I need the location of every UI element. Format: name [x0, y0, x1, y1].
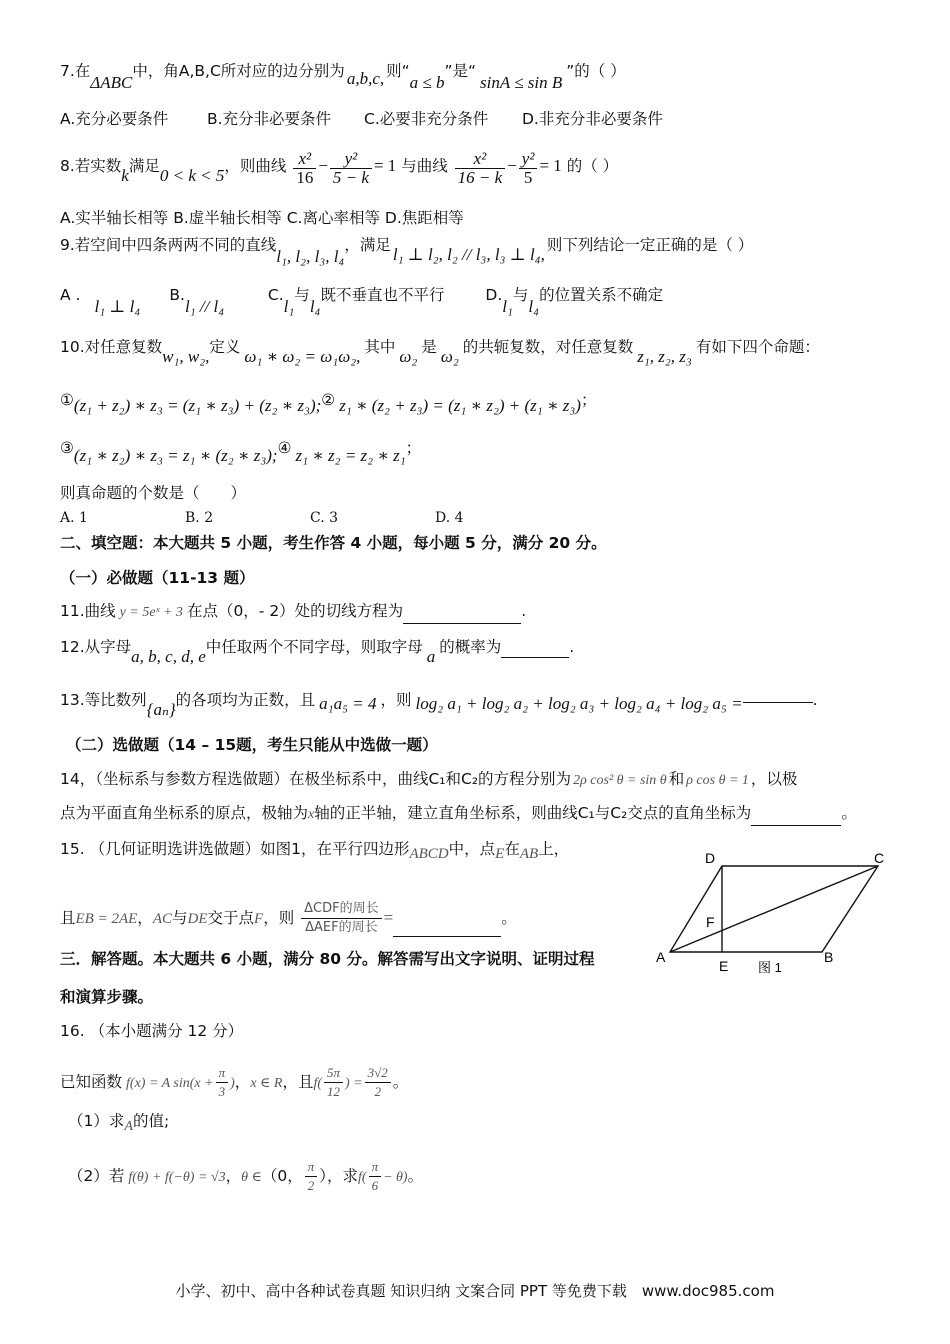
option-a: A.实半轴长相等 [60, 209, 169, 227]
option-b: B.充分非必要条件 [207, 110, 332, 128]
fraction: $\frac{\text{x²}}{16}$ [293, 150, 316, 187]
q15-line2: 且EB = 2AE，AC与DE交于点F，则 $\frac{\text{ΔCDF的周长}}{\text{ΔAEF的周长}}$ = 。 [60, 901, 517, 935]
label-c: C [874, 850, 885, 866]
diagonal-ac [670, 866, 878, 952]
q9-stem: 9.若空间中四条两两不同的直线l₁, l₂, l₃, l₄，满足 l₁ ⊥ l₂, l₂ // l₃, l₃ ⊥ l₄, 则下列结论一定正确的是（ ） [60, 236, 754, 266]
q16-part2: （2）若 f(θ) + f(−θ) = √3，θ ∈（0， $\frac{\pi}{2}$ ），求f( $\frac{\pi}{6}$ − θ)。 [68, 1159, 424, 1193]
q10-stem: 10.对任意复数w₁, w₂,定义 ω₁ ∗ ω₂ = ω₁ω₂, 其中 ω₂ 是 ω₂ 的共轭复数，对任意复数 z₁, z₂, z₃ 有如下四个命题： [60, 338, 820, 366]
q13: 13.等比数列{aₙ}的各项均为正数，且 a₁a₅ = 4 ，则 log₂ a₁ + log₂ a₂ + log₂ a₃ + log₂ a₄ + log₂ a₅ = . [60, 688, 818, 711]
option-c: C. 3 [310, 510, 339, 526]
q8-stem: 8.若实数k满足0 < k < 5，则曲线 $\frac{\text{x²}}{16}$ − $\frac{\text{y²}}{5 - k}$ = 1 与曲线 $\frac{\text{x²}}{16 - k}$ − $\frac{\text{y²}}{5}$ = 1 的（ ） [60, 149, 619, 187]
answer-blank [403, 601, 521, 624]
q9-options: A .l₁ ⊥ l₄ B.l₁ // l₄ C.l₁与l₄既不垂直也不平行 D.l₁与l₄的位置关系不确定 [60, 286, 664, 316]
answer-blank [743, 680, 813, 703]
q10-props-12: ①(z₁ + z₂) ∗ z₃ = (z₁ ∗ z₃) + (z₂ ∗ z₃);② z₁ ∗ (z₂ + z₃) = (z₁ ∗ z₂) + (z₁ ∗ z₃)； [60, 391, 597, 415]
option-d: D. 4 [435, 510, 464, 526]
fraction: $\frac{\text{y²}}{5}$ [519, 150, 538, 187]
q10-question: 则真命题的个数是（ ） [60, 484, 247, 502]
q14-line2: 点为平面直角坐标系的原点，极轴为x轴的正半轴，建立直角坐标系，则曲线C₁与C₂交点的直角坐标为 。 [60, 802, 857, 826]
fraction: $\frac{\pi}{2}$ [305, 1158, 318, 1195]
option-d: D.非充分非必要条件 [522, 110, 663, 128]
fraction: $\frac{\text{x²}}{16 - k}$ [455, 150, 506, 187]
option-b: B. [169, 286, 185, 304]
label-b: B [824, 949, 834, 965]
q14-line1: 14，（坐标系与参数方程选做题）在极坐标系中，曲线C₁和C₂的方程分别为 2ρ cos² θ = sin θ 和 ρ cos θ = 1 ，以极 [60, 770, 798, 788]
fraction: $\frac{\pi}{3}$ [216, 1064, 229, 1101]
page-footer: 小学、初中、高中各种试卷真题 知识归纳 文案合同 PPT 等免费下载 www.doc985.com [175, 1282, 775, 1300]
q16-head: 16. （本小题满分 12 分） [60, 1022, 244, 1040]
q7-options [60, 108, 663, 130]
q15-line1: 15. （几何证明选讲选做题）如图1，在平行四边形ABCD中，点E在AB上， [60, 840, 570, 862]
q16-part1: （1）求A的值; [68, 1112, 170, 1134]
fraction: $\frac{3√2}{2}$ [365, 1064, 391, 1101]
figure-caption: 图 1 [758, 960, 782, 975]
answer-blank [751, 803, 841, 826]
option-b: B. 2 [185, 510, 214, 526]
option-c: C.离心率相等 [286, 209, 380, 227]
answer-blank [501, 635, 569, 658]
fraction: $\frac{5\pi}{12}$ [324, 1064, 343, 1101]
perimeter-ratio: $\frac{\text{ΔCDF的周长}}{\text{ΔAEF的周长}}$ [301, 900, 381, 937]
answer-blank [393, 914, 501, 937]
label-a: A [656, 949, 666, 965]
fraction: $\frac{\pi}{6}$ [369, 1158, 382, 1195]
section-2-required: （一）必做题（11-13 题） [60, 569, 255, 587]
option-a: A . [60, 286, 81, 304]
parallelogram-figure [652, 848, 902, 978]
label-e: E [719, 958, 729, 974]
option-c: C.必要非充分条件 [364, 110, 489, 128]
q7-stem: 7.在ΔABC中，角A,B,C所对应的边分别为 a,b,c, 则“a ≤ b”是“sinA ≤ sin B”的（ ） [60, 62, 626, 92]
option-a: A. 1 [60, 510, 88, 526]
option-b: B.虚半轴长相等 [173, 209, 282, 227]
q16-given: 已知函数 f(x) = A sin(x + $\frac{\pi}{3}$ )，x ∈ R，且f( $\frac{5\pi}{12}$ ) = $\frac{3√2}{2}$ 。 [60, 1065, 409, 1099]
option-a: A.充分必要条件 [60, 110, 169, 128]
option-d: D. [485, 286, 503, 304]
section-2-title: 二、填空题：本大题共 5 小题，考生作答 4 小题，每小题 5 分，满分 20 分。 [60, 534, 607, 552]
q10-options [60, 507, 464, 529]
q12: 12.从字母a, b, c, d, e中任取两个不同字母，则取字母 a 的概率为 . [60, 635, 574, 658]
q10-props-34: ③(z₁ ∗ z₂) ∗ z₃ = z₁ ∗ (z₂ ∗ z₃);④ z₁ ∗ z₂ = z₂ ∗ z₁； [60, 439, 422, 465]
option-d: D.焦距相等 [384, 209, 464, 227]
fraction: $\frac{\text{y²}}{5 - k}$ [330, 150, 372, 187]
section-3-title-cont: 和演算步骤。 [60, 988, 154, 1006]
section-2-optional: （二）选做题（14 – 15题，考生只能从中选做一题） [66, 736, 438, 754]
q11: 11.曲线 y = 5eˣ + 3 在点（0，- 2）处的切线方程为 . [60, 600, 526, 624]
label-d: D [705, 850, 716, 866]
label-f: F [706, 914, 715, 930]
option-c: C. [267, 286, 284, 304]
section-3-title: 三．解答题。本大题共 6 小题，满分 80 分。解答需写出文字说明、证明过程 [60, 950, 595, 968]
q8-options [60, 207, 464, 229]
